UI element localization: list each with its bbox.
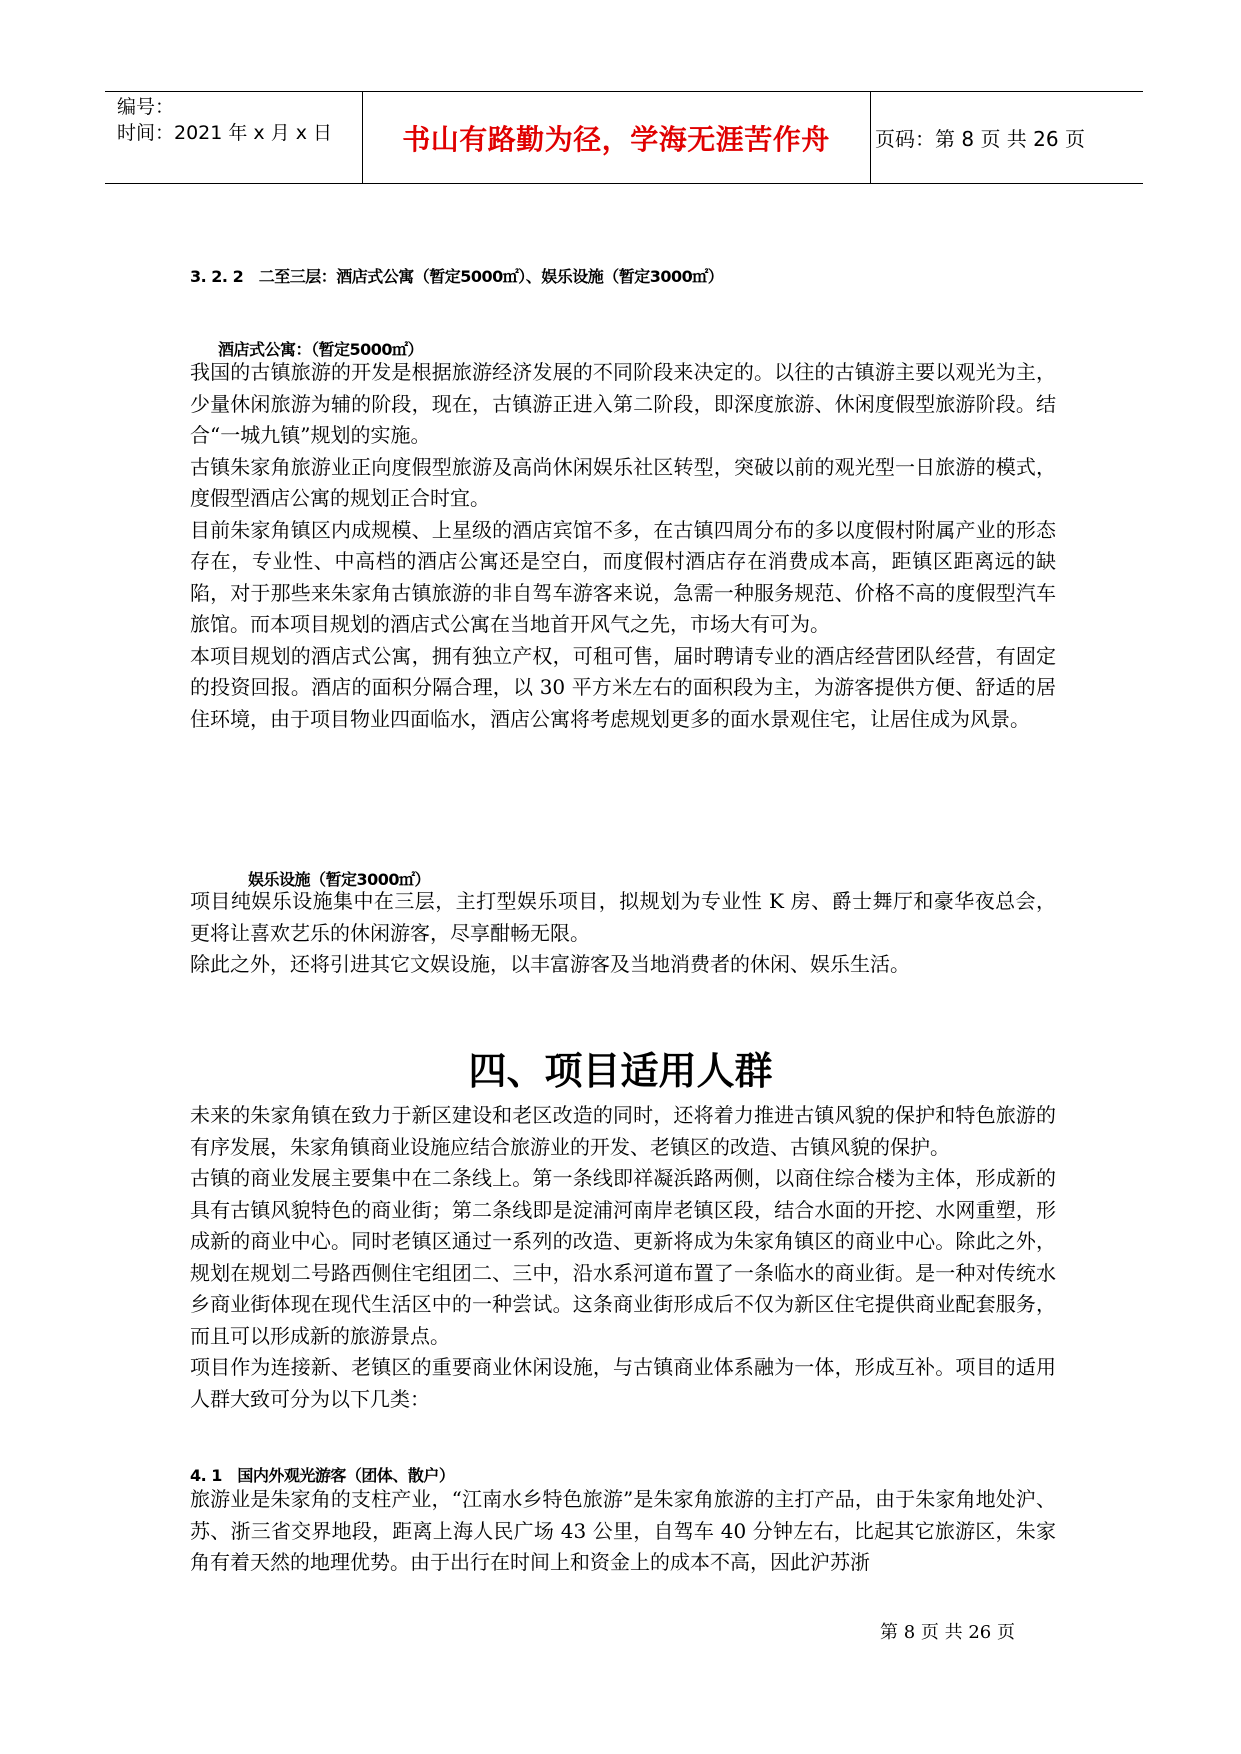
paragraph: 古镇朱家角旅游业正向度假型旅游及高尚休闲娱乐社区转型，突破以前的观光型一日旅游的模式，度假型酒店公寓的规划正合时宜。 xyxy=(190,454,1056,510)
paragraph: 我国的古镇旅游的开发是根据旅游经济发展的不同阶段来决定的。以往的古镇游主要以观光为主，少量休闲旅游为辅的阶段，现在，古镇游正进入第二阶段，即深度旅游、休闲度假型旅游阶段。结合“一城九镇”规划的实施。 xyxy=(190,360,1056,447)
subheading-entertainment: 娱乐设施（暂定3000㎡） xyxy=(248,870,431,889)
header-divider-right xyxy=(870,92,871,183)
chapter-title: 四、项目适用人群 xyxy=(468,1049,773,1093)
header-divider-left xyxy=(362,92,363,183)
paragraph: 本项目规划的酒店式公寓，拥有独立产权，可租可售，届时聘请专业的酒店经营团队经营，有固定的投资回报。酒店的面积分隔合理，以 30 平方米左右的面积段为主，为游客提供方便、舒适的居住环境，由于项目物业四面临水，酒店公寓将考虑规划更多的面水景观住宅，让居住成为风景。 xyxy=(190,643,1056,731)
section-heading-4-1: 4. 1 国内外观光游客（团体、散户） xyxy=(190,1466,455,1485)
header-page-label: 页码：第 8 页 共 26 页 xyxy=(875,127,1085,151)
document-time-label: 时间：2021 年 x 月 x 日 xyxy=(117,122,333,144)
subheading-hotel-apartment: 酒店式公寓：（暂定5000㎡） xyxy=(218,340,424,359)
hotel-apartment-text xyxy=(190,357,1056,735)
paragraph: 古镇的商业发展主要集中在二条线上。第一条线即祥凝浜路两侧，以商住综合楼为主体，形成新的具有古镇风貌特色的商业街；第二条线即是淀浦河南岸老镇区段，结合水面的开挖、水网重塑，形成新的商业中心。同时老镇区通过一系列的改造、更新将成为朱家角镇区的商业中心。除此之外，规划在规划二号路西侧住宅组团二、三中，沿水系河道布置了一条临水的商业街。是一种对传统水乡商业街体现在现代生活区中的一种尝试。这条商业街形成后不仅为新区住宅提供商业配套服务，而且可以形成新的旅游景点。 xyxy=(190,1166,1056,1348)
paragraph: 未来的朱家角镇在致力于新区建设和老区改造的同时，还将着力推进古镇风貌的保护和特色旅游的有序发展，朱家角镇商业设施应结合旅游业的开发、老镇区的改造、古镇风貌的保护。 xyxy=(190,1103,1056,1159)
paragraph: 目前朱家角镇区内成规模、上星级的酒店宾馆不多，在古镇四周分布的多以度假村附属产业的形态存在，专业性、中高档的酒店公寓还是空白，而度假村酒店存在消费成本高，距镇区距离远的缺陷，对于那些来朱家角古镇旅游的非自驾车游客来说，急需一种服务规范、价格不高的度假型汽车旅馆。而本项目规划的酒店式公寓在当地首开风气之先，市场大有可为。 xyxy=(190,517,1056,636)
chapter-4-text xyxy=(190,1100,1056,1415)
section-4-1-text xyxy=(190,1484,1056,1579)
document-number-label: 编号： xyxy=(117,96,175,118)
section-heading-3-2-2: 3. 2. 2 二至三层：酒店式公寓（暂定5000㎡）、娱乐设施（暂定3000㎡） xyxy=(190,267,724,286)
entertainment-text xyxy=(190,886,1056,981)
paragraph: 除此之外，还将引进其它文娱设施，以丰富游客及当地消费者的休闲、娱乐生活。 xyxy=(190,952,910,976)
paragraph: 项目纯娱乐设施集中在三层，主打型娱乐项目，拟规划为专业性 K 房、爵士舞厅和豪华夜总会，更将让喜欢艺乐的休闲游客，尽享酣畅无限。 xyxy=(190,889,1056,945)
header-slogan: 书山有路勤为径，学海无涯苦作舟 xyxy=(402,122,830,156)
paragraph: 旅游业是朱家角的支柱产业，“江南水乡特色旅游”是朱家角旅游的主打产品，由于朱家角地处沪、苏、浙三省交界地段，距离上海人民广场 43 公里，自驾车 40 分钟左右，比起其它旅游区，朱家角有着天然的地理优势。由于出行在时间上和资金上的成本不高，因此沪苏浙 xyxy=(190,1487,1056,1574)
paragraph: 项目作为连接新、老镇区的重要商业休闲设施，与古镇商业体系融为一体，形成互补。项目的适用人群大致可分为以下几类： xyxy=(190,1355,1056,1411)
page-header xyxy=(105,91,1143,184)
page-footer: 第 8 页 共 26 页 xyxy=(880,1622,1015,1643)
